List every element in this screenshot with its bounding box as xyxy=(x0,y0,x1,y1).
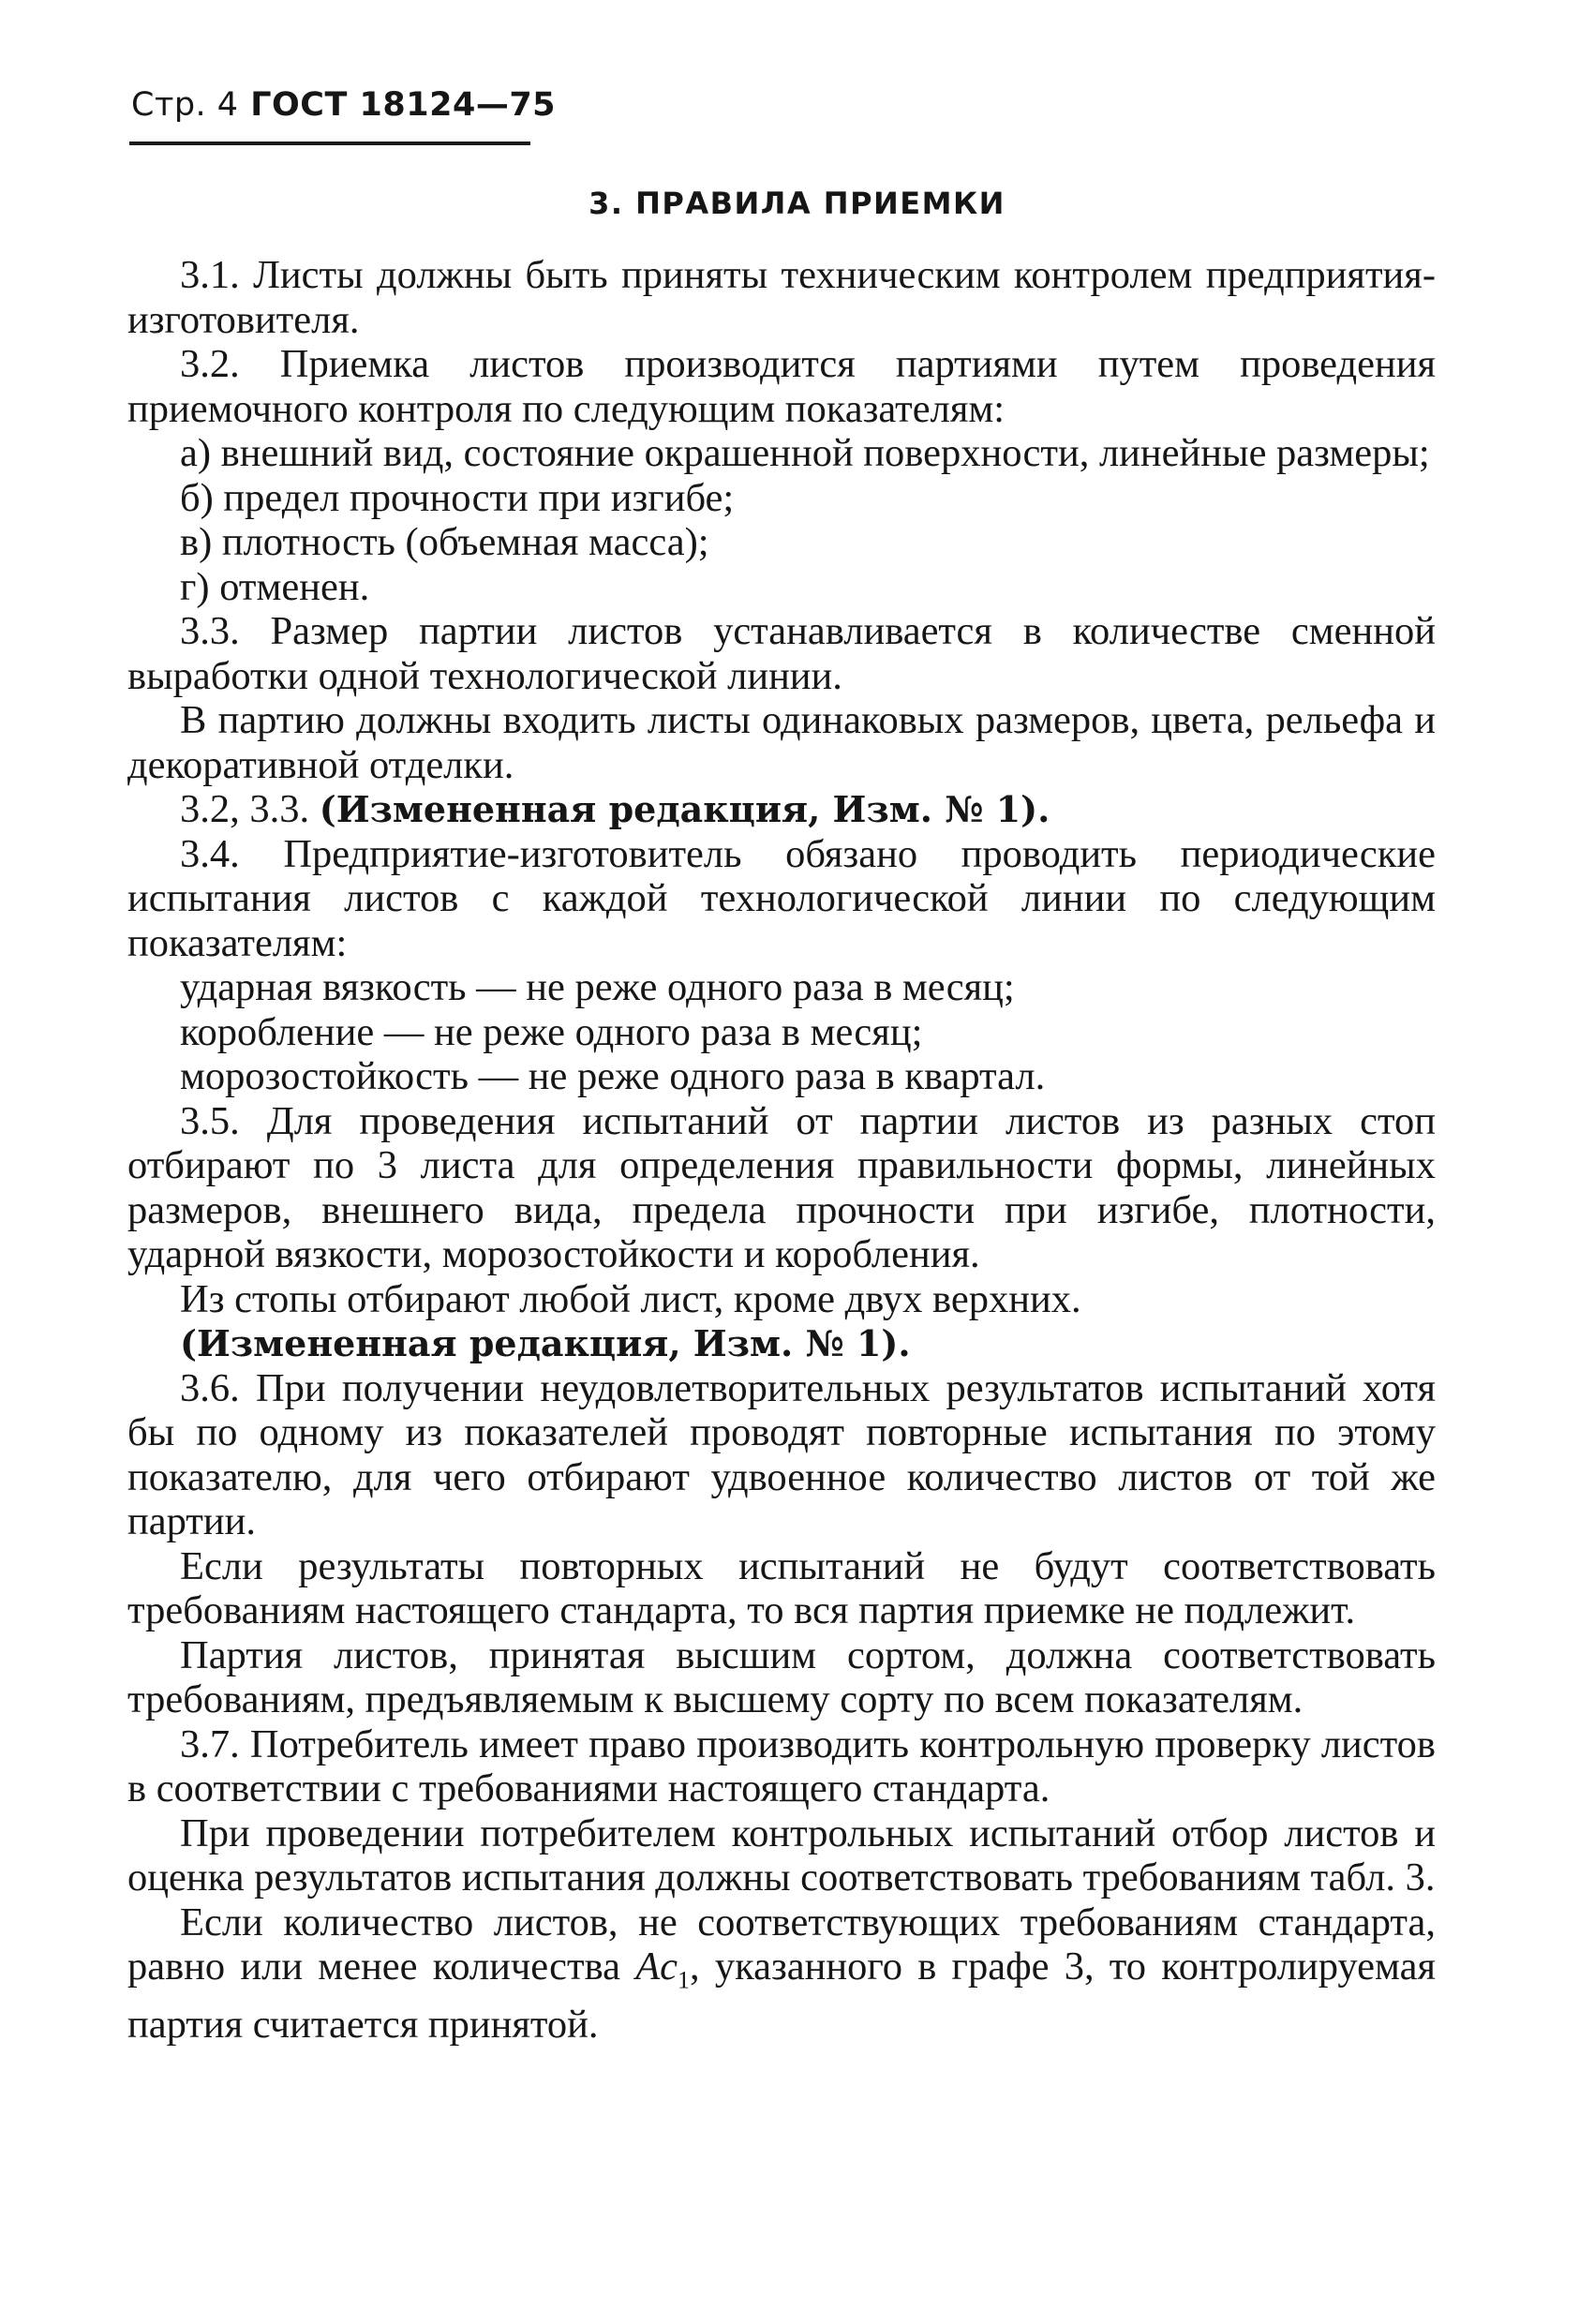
paragraph-3-2: 3.2. Приемка листов производится партиями путем проведения приемочного контроля по следующим показателям: xyxy=(127,342,1436,431)
paragraph-3-5: 3.5. Для проведения испытаний от партии листов из разных стоп отбирают по 3 листа для определения правильности формы, линейных размеров, внешнего вида, предела прочности при изгибе, плотности, ударной вязкости, морозостойкости и коробления. xyxy=(127,1098,1436,1276)
list-item-v: в) плотность (объемная масса); xyxy=(180,520,709,564)
amendment-note-3-5 xyxy=(127,1321,1436,1366)
acceptance-text-start: Если количество листов, не соответствующих требованиям стандарта, равно или менее количества xyxy=(127,1899,1436,1989)
header-rule xyxy=(129,142,530,145)
paragraph-3-1: 3.1. Листы должны быть приняты техническим контролем предприятия-изготовителя. xyxy=(127,253,1436,342)
list-item-b: б) предел прочности при изгибе; xyxy=(180,475,735,520)
amendment-clauses: 3.2, 3.3. xyxy=(180,787,310,831)
page-number: Стр. 4 xyxy=(131,86,239,124)
paragraph-acceptance-criterion xyxy=(127,1900,1436,2048)
standard-designation: ГОСТ 18124—75 xyxy=(250,86,557,124)
section-title: 3. ПРАВИЛА ПРИЕМКИ xyxy=(588,186,1006,221)
acceptance-text-end: , указанного в графе 3, то контролируемая партия считается принятой. xyxy=(127,1944,1436,2047)
paragraph-stack-selection: Из стопы отбирают любой лист, кроме двух верхних. xyxy=(180,1276,1081,1321)
running-header xyxy=(131,86,556,124)
list-item-g: г) отменен. xyxy=(180,564,370,609)
test-frequency-impact: ударная вязкость — не реже одного раза в месяц; xyxy=(180,965,1015,1009)
list-item-a: а) внешний вид, состояние окрашенной поверхности, линейные размеры; xyxy=(180,431,1430,475)
amendment-note-3-2-3-3 xyxy=(127,787,1436,832)
paragraph-top-grade: Партия листов, принятая высшим сортом, должна соответствовать требованиям, предъявляемым к высшему сорту по всем показателям. xyxy=(127,1632,1436,1721)
paragraph-consumer-tests: При проведении потребителем контрольных испытаний отбор листов и оценка результатов испытания должны соответствовать требованиям табл. 3. xyxy=(127,1810,1436,1899)
paragraph-3-6: 3.6. При получении неудовлетворительных результатов испытаний хотя бы по одному из показателей проводят повторные испытания по этому показателю, для чего отбирают удвоенное количество листов от той же партии. xyxy=(127,1365,1436,1543)
amendment-label: (Измененная редакция, Изм. № 1). xyxy=(180,1322,911,1364)
paragraph-batch-composition: В партию должны входить листы одинаковых размеров, цвета, рельефа и декоративной отделки. xyxy=(127,698,1436,787)
test-frequency-frost: морозостойкость — не реже одного раза в квартал. xyxy=(180,1054,1046,1098)
amendment-label: (Измененная редакция, Изм. № 1). xyxy=(319,788,1050,830)
paragraph-3-3: 3.3. Размер партии листов устанавливается в количестве сменной выработки одной технологической линии. xyxy=(127,609,1436,698)
acceptance-number-symbol: $Ac_1$ xyxy=(635,1944,691,1994)
paragraph-3-4: 3.4. Предприятие-изготовитель обязано проводить периодические испытания листов с каждой технологической линии по следующим показателям: xyxy=(127,831,1436,965)
document-body xyxy=(127,253,1436,2048)
paragraph-retest-failure: Если результаты повторных испытаний не будут соответствовать требованиям настоящего стандарта, то вся партия приемке не подлежит. xyxy=(127,1543,1436,1632)
paragraph-3-7: 3.7. Потребитель имеет право производить контрольную проверку листов в соответствии с требованиями настоящего стандарта. xyxy=(127,1721,1436,1810)
test-frequency-warping: коробление — не реже одного раза в месяц; xyxy=(180,1009,923,1054)
